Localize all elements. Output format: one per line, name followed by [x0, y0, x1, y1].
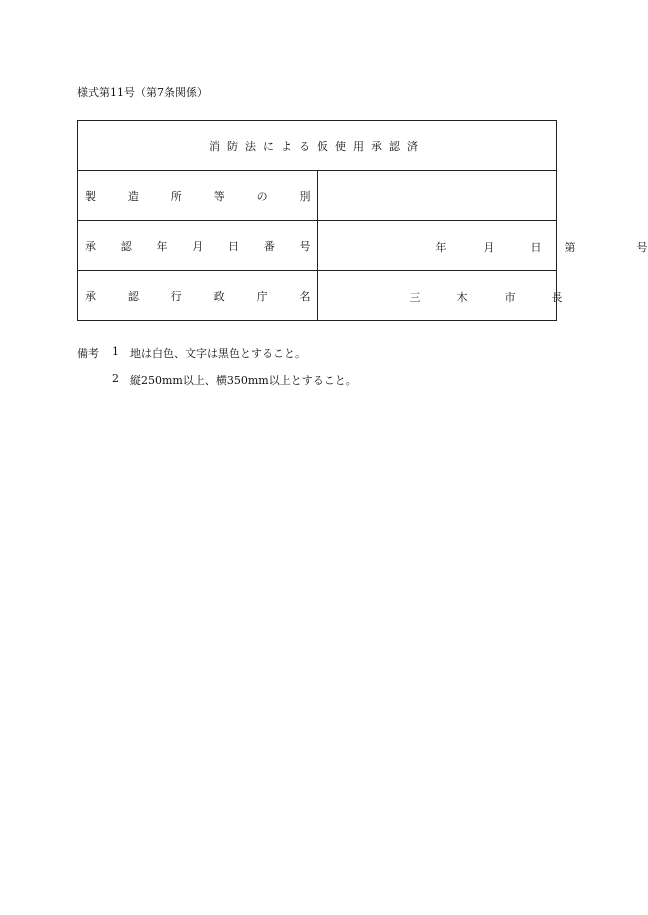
approval-label-table [77, 120, 648, 321]
authority-char: 長 [551, 290, 563, 304]
note-text: 地は白色、文字は黒色とすること。 [130, 347, 306, 360]
note-number: 2 [112, 372, 119, 385]
authority-char: 三 [409, 290, 421, 304]
approval-date-number-value [317, 221, 648, 271]
number-suffix: 号 [636, 240, 648, 254]
form-number: 様式第11号（第7条関係） [77, 86, 208, 99]
table-title-row [78, 121, 557, 171]
facility-type-label: 製造所等の別 [78, 171, 318, 221]
approval-date-number-label: 承認年月日番号 [78, 221, 318, 271]
authority-char: 市 [504, 290, 516, 304]
note-number: 1 [112, 345, 119, 358]
facility-type-value [317, 171, 557, 221]
table-row [78, 221, 557, 271]
day-unit: 日 [530, 240, 542, 254]
approving-authority-label: 承認行政庁名 [78, 271, 318, 321]
authority-char: 木 [456, 290, 468, 304]
number-prefix: 第 [564, 240, 576, 254]
notes-heading: 備考 [77, 347, 99, 360]
month-unit: 月 [483, 240, 495, 254]
table-row [78, 271, 557, 321]
approving-authority-value [317, 271, 563, 321]
table-title: 消防法による仮使用承認済 [78, 121, 557, 171]
table-row [78, 171, 557, 221]
note-text: 縦250mm以上、横350mm以上とすること。 [130, 374, 357, 387]
year-unit: 年 [435, 240, 447, 254]
